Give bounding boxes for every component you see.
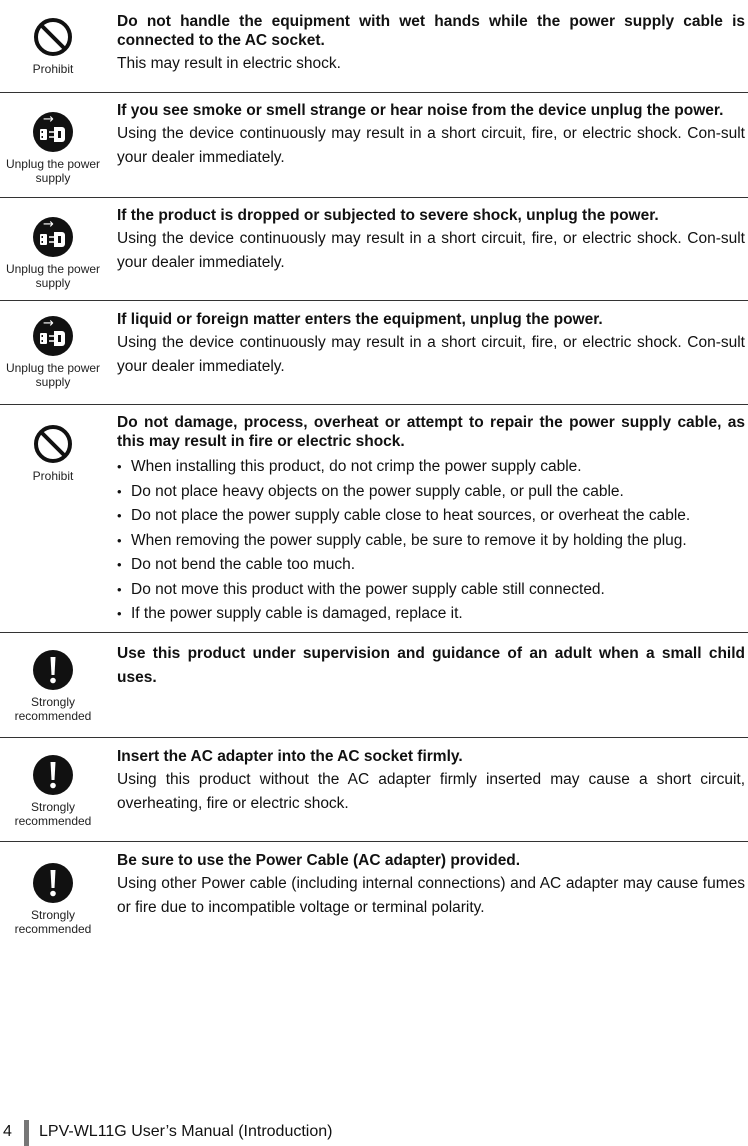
entry-heading: Be sure to use the Power Cable (AC adapter) provided. — [117, 852, 521, 869]
footer-bar — [24, 1120, 29, 1146]
unplug-icon — [0, 216, 106, 258]
entry-body: Using the device continuously may result in a short circuit, fire, or electric shock. Con-sult your dealer immediately. — [117, 125, 745, 166]
safety-entry — [0, 404, 748, 633]
entry-body: Using other Power cable (including internal connections) and AC adapter may cause fumes or fire due to incompatible voltage or terminal polarity. — [117, 875, 745, 916]
entry-body: This may result in electric shock. — [117, 55, 341, 72]
icon-caption: Unplug the power supply — [5, 361, 101, 389]
entry-heading: Use this product under supervision and guidance of an adult when a small child uses. — [117, 645, 745, 686]
list-item: • When removing the power supply cable, be sure to remove it by holding the plug. — [117, 529, 745, 554]
page-footer — [0, 1120, 748, 1146]
page-number: 4 — [3, 1123, 12, 1140]
entry-text — [117, 851, 745, 920]
svg-text:→: → — [43, 316, 54, 331]
prohibit-icon — [0, 16, 106, 58]
entry-icon-column — [0, 649, 106, 723]
icon-caption: Strongly recommended — [14, 908, 92, 936]
entry-text — [117, 310, 745, 379]
entry-icon-column — [0, 315, 106, 389]
icon-caption: Strongly recommended — [14, 800, 92, 828]
entry-icon-column — [0, 862, 106, 936]
icon-caption: Prohibit — [32, 469, 74, 483]
list-item: • If the power supply cable is damaged, replace it. — [117, 602, 745, 627]
entry-icon-column — [0, 16, 106, 76]
list-item: • Do not move this product with the power supply cable still connected. — [117, 578, 745, 603]
entry-body: Using this product without the AC adapter firmly inserted may cause a short circuit, overheating, fire or electric shock. — [117, 771, 745, 812]
list-item: • Do not place the power supply cable close to heat sources, or overheat the cable. — [117, 504, 745, 529]
entry-body: Using the device continuously may result in a short circuit, fire, or electric shock. Con-sult your dealer immediately. — [117, 334, 745, 375]
safety-entry — [0, 197, 748, 301]
safety-entry — [0, 632, 748, 738]
list-item: • Do not place heavy objects on the power supply cable, or pull the cable. — [117, 480, 745, 505]
icon-caption: Prohibit — [32, 62, 74, 76]
icon-caption: Unplug the power supply — [5, 157, 101, 185]
svg-text:→: → — [43, 217, 54, 232]
entry-text — [117, 206, 745, 275]
icon-caption: Strongly recommended — [14, 695, 92, 723]
entry-text — [117, 101, 745, 170]
entry-text — [117, 12, 745, 76]
entry-icon-column — [0, 111, 106, 185]
entry-heading: If liquid or foreign matter enters the equipment, unplug the power. — [117, 311, 603, 328]
manual-title: LPV-WL11G User’s Manual (Introduction) — [39, 1123, 333, 1140]
exclamation-icon — [0, 649, 106, 691]
bullet-list — [117, 455, 745, 627]
entry-text — [117, 747, 745, 816]
svg-text:→: → — [43, 112, 54, 127]
entry-text — [117, 413, 745, 627]
exclamation-icon — [0, 754, 106, 796]
entry-heading: Insert the AC adapter into the AC socket firmly. — [117, 748, 463, 765]
list-item: • Do not bend the cable too much. — [117, 553, 745, 578]
entry-icon-column — [0, 423, 106, 483]
entry-icon-column — [0, 754, 106, 828]
entry-text — [117, 642, 745, 690]
safety-entry — [0, 841, 748, 947]
entry-heading: If you see smoke or smell strange or hear noise from the device unplug the power. — [117, 102, 724, 119]
safety-entry — [0, 737, 748, 842]
entry-heading: If the product is dropped or subjected to severe shock, unplug the power. — [117, 207, 659, 224]
list-item: • When installing this product, do not crimp the power supply cable. — [117, 455, 745, 480]
unplug-icon — [0, 315, 106, 357]
exclamation-icon — [0, 862, 106, 904]
entry-body: Using the device continuously may result in a short circuit, fire, or electric shock. Con-sult your dealer immediately. — [117, 230, 745, 271]
safety-entry — [0, 92, 748, 198]
unplug-icon — [0, 111, 106, 153]
entry-heading: Do not handle the equipment with wet hands while the power supply cable is connected to the AC socket. — [117, 13, 745, 49]
prohibit-icon — [0, 423, 106, 465]
icon-caption: Unplug the power supply — [5, 262, 101, 290]
safety-entry — [0, 300, 748, 405]
entry-heading: Do not damage, process, overheat or attempt to repair the power supply cable, as this may result in fire or electric shock. — [117, 414, 745, 450]
entry-icon-column — [0, 216, 106, 290]
safety-entry — [0, 0, 748, 92]
